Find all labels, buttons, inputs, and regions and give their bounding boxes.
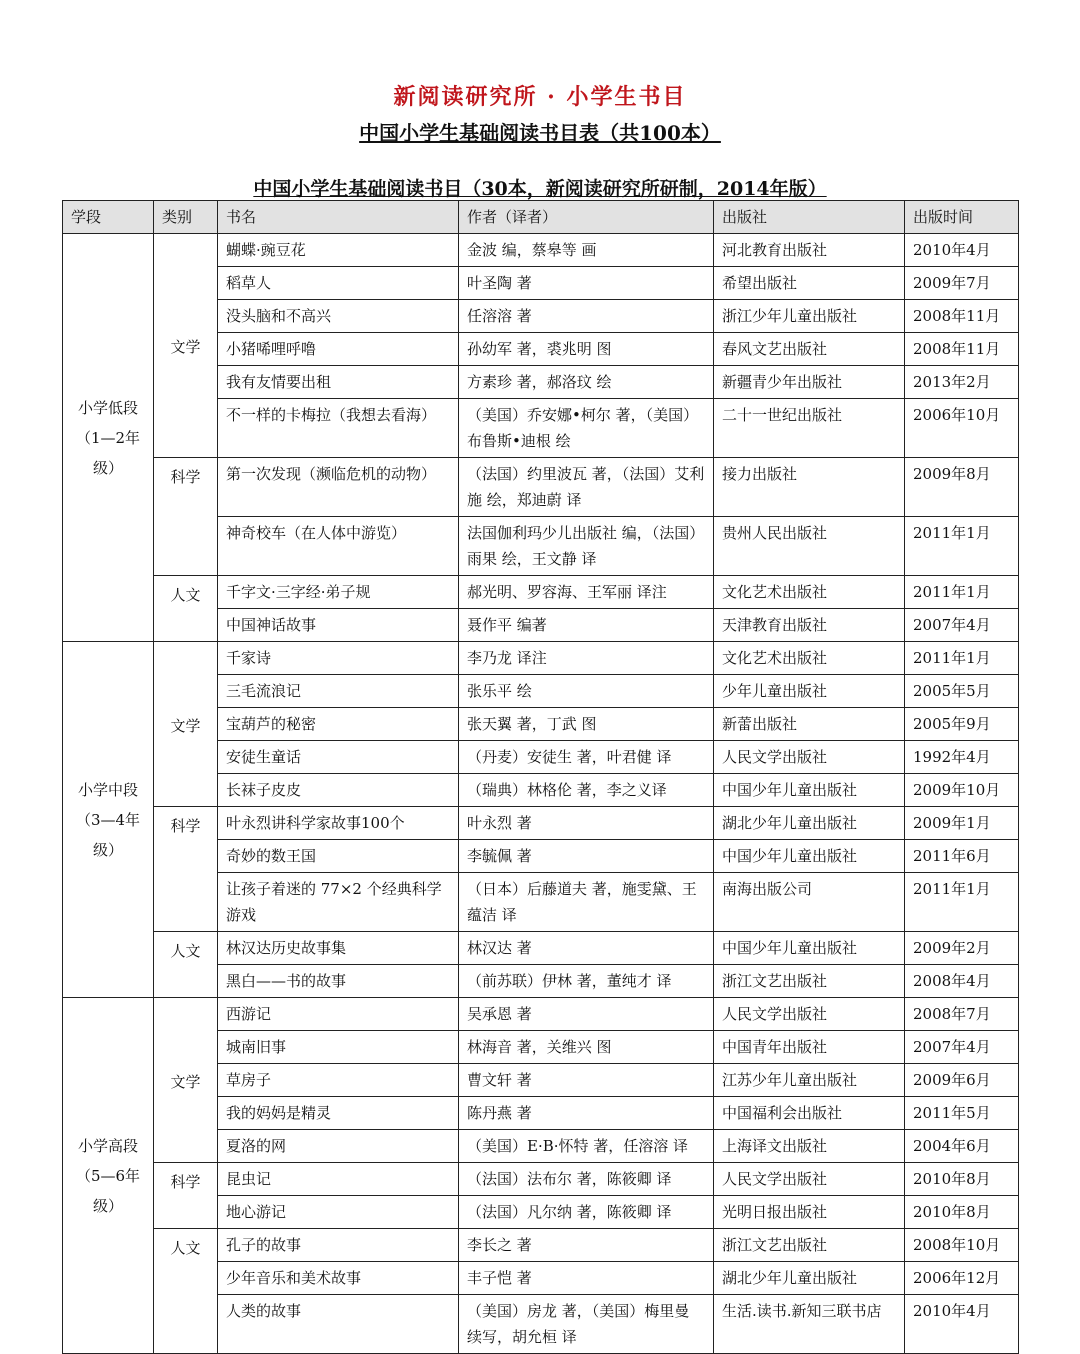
book-author-cell: 张乐平 绘 — [459, 675, 714, 708]
book-publisher-cell: 中国福利会出版社 — [714, 1097, 905, 1130]
book-publisher-cell: 中国少年儿童出版社 — [714, 932, 905, 965]
stage-label-line: （5—6年 — [75, 1166, 141, 1185]
column-header-author: 作者（译者） — [459, 201, 714, 234]
book-publisher-cell: 浙江少年儿童出版社 — [714, 300, 905, 333]
book-date-cell: 2008年4月 — [905, 965, 1019, 998]
book-publisher-cell: 中国少年儿童出版社 — [714, 840, 905, 873]
book-date-cell: 2008年7月 — [905, 998, 1019, 1031]
stage-cell — [63, 234, 154, 642]
table-caption-text: 中国小学生基础阅读书目（30本，新阅读研究所研制，2014年版） — [253, 178, 827, 200]
table-row — [63, 234, 1019, 267]
book-title-cell: 蝴蝶·豌豆花 — [218, 234, 459, 267]
category-cell: 科学 — [154, 807, 218, 932]
book-publisher-cell: 河北教育出版社 — [714, 234, 905, 267]
stage-label-line: 小学高段 — [77, 1136, 138, 1155]
book-author-cell: （法国）法布尔 著，陈筱卿 译 — [459, 1163, 714, 1196]
book-publisher-cell: 中国青年出版社 — [714, 1031, 905, 1064]
book-date-cell: 2008年11月 — [905, 333, 1019, 366]
table-row — [63, 642, 1019, 675]
book-title-cell: 小猪唏哩呼噜 — [218, 333, 459, 366]
book-author-cell: 吴承恩 著 — [459, 998, 714, 1031]
book-date-cell: 2008年10月 — [905, 1229, 1019, 1262]
book-title-cell: 让孩子着迷的 77×2 个经典科学游戏 — [218, 873, 459, 932]
book-author-cell: （前苏联）伊林 著，董纯才 译 — [459, 965, 714, 998]
book-date-cell: 2011年5月 — [905, 1097, 1019, 1130]
book-author-cell: 李乃龙 译注 — [459, 642, 714, 675]
book-publisher-cell: 浙江文艺出版社 — [714, 965, 905, 998]
book-date-cell: 2011年1月 — [905, 576, 1019, 609]
book-date-cell: 2009年1月 — [905, 807, 1019, 840]
book-date-cell: 2010年8月 — [905, 1196, 1019, 1229]
table-row — [63, 932, 1019, 965]
book-author-cell: （美国）房龙 著，（美国）梅里曼 续写，胡允桓 译 — [459, 1295, 714, 1354]
book-title-cell: 地心游记 — [218, 1196, 459, 1229]
book-date-cell: 2010年4月 — [905, 234, 1019, 267]
category-cell: 人文 — [154, 932, 218, 998]
book-author-cell: 金波 编，蔡皋等 画 — [459, 234, 714, 267]
stage-label-line: （3—4年 — [75, 810, 141, 829]
book-date-cell: 2009年2月 — [905, 932, 1019, 965]
category-cell: 文学 — [154, 998, 218, 1163]
book-author-cell: （日本）后藤道夫 著，施雯黛、王蕴洁 译 — [459, 873, 714, 932]
page-title — [0, 117, 1080, 146]
table-row — [63, 458, 1019, 517]
book-date-cell: 2006年12月 — [905, 1262, 1019, 1295]
book-title-cell: 宝葫芦的秘密 — [218, 708, 459, 741]
book-author-cell: 曹文轩 著 — [459, 1064, 714, 1097]
book-title-cell: 中国神话故事 — [218, 609, 459, 642]
book-date-cell: 2010年4月 — [905, 1295, 1019, 1354]
book-title-cell: 奇妙的数王国 — [218, 840, 459, 873]
table-body — [63, 234, 1019, 1354]
book-title-cell: 少年音乐和美术故事 — [218, 1262, 459, 1295]
stage-label-line: 级） — [92, 840, 123, 859]
book-publisher-cell: 二十一世纪出版社 — [714, 399, 905, 458]
category-cell: 科学 — [154, 1163, 218, 1229]
book-publisher-cell: 新蕾出版社 — [714, 708, 905, 741]
book-date-cell: 2010年8月 — [905, 1163, 1019, 1196]
book-author-cell: 陈丹燕 著 — [459, 1097, 714, 1130]
book-date-cell: 2005年9月 — [905, 708, 1019, 741]
book-author-cell: 丰子恺 著 — [459, 1262, 714, 1295]
category-cell: 人文 — [154, 1229, 218, 1354]
book-date-cell: 2005年5月 — [905, 675, 1019, 708]
book-publisher-cell: 江苏少年儿童出版社 — [714, 1064, 905, 1097]
column-header-title: 书名 — [218, 201, 459, 234]
book-title-cell: 我有友情要出租 — [218, 366, 459, 399]
book-title-cell: 第一次发现（濒临危机的动物） — [218, 458, 459, 517]
book-date-cell: 2007年4月 — [905, 609, 1019, 642]
book-title-cell: 千字文·三字经·弟子规 — [218, 576, 459, 609]
book-date-cell: 2009年10月 — [905, 774, 1019, 807]
book-publisher-cell: 生活.读书.新知三联书店 — [714, 1295, 905, 1354]
book-publisher-cell: 上海译文出版社 — [714, 1130, 905, 1163]
book-title-cell: 人类的故事 — [218, 1295, 459, 1354]
category-cell: 人文 — [154, 576, 218, 642]
stage-cell — [63, 642, 154, 998]
book-date-cell: 2009年7月 — [905, 267, 1019, 300]
book-author-cell: 叶圣陶 著 — [459, 267, 714, 300]
book-author-cell: （瑞典）林格伦 著，李之义译 — [459, 774, 714, 807]
book-publisher-cell: 人民文学出版社 — [714, 1163, 905, 1196]
book-author-cell: 李毓佩 著 — [459, 840, 714, 873]
table-row — [63, 998, 1019, 1031]
book-publisher-cell: 贵州人民出版社 — [714, 517, 905, 576]
book-title-cell: 长袜子皮皮 — [218, 774, 459, 807]
category-cell: 文学 — [154, 642, 218, 807]
book-date-cell: 2008年11月 — [905, 300, 1019, 333]
stage-label-line: 小学低段 — [77, 398, 138, 417]
table-row — [63, 576, 1019, 609]
book-date-cell: 2011年1月 — [905, 517, 1019, 576]
stage-label-line: 小学中段 — [77, 780, 138, 799]
book-publisher-cell: 新疆青少年出版社 — [714, 366, 905, 399]
table-header-row — [63, 201, 1019, 234]
book-author-cell: 方素珍 著，郝洛玟 绘 — [459, 366, 714, 399]
book-title-cell: 叶永烈讲科学家故事100个 — [218, 807, 459, 840]
book-title-cell: 林汉达历史故事集 — [218, 932, 459, 965]
book-date-cell: 2009年8月 — [905, 458, 1019, 517]
column-header-publisher: 出版社 — [714, 201, 905, 234]
book-publisher-cell: 湖北少年儿童出版社 — [714, 807, 905, 840]
book-author-cell: 任溶溶 著 — [459, 300, 714, 333]
book-title-cell: 夏洛的网 — [218, 1130, 459, 1163]
book-date-cell: 2004年6月 — [905, 1130, 1019, 1163]
book-date-cell: 2006年10月 — [905, 399, 1019, 458]
book-title-cell: 安徒生童话 — [218, 741, 459, 774]
book-title-cell: 西游记 — [218, 998, 459, 1031]
book-title-cell: 稻草人 — [218, 267, 459, 300]
book-title-cell: 孔子的故事 — [218, 1229, 459, 1262]
book-title-cell: 黑白——书的故事 — [218, 965, 459, 998]
book-author-cell: （法国）凡尔纳 著，陈筱卿 译 — [459, 1196, 714, 1229]
table-row — [63, 807, 1019, 840]
book-author-cell: 郝光明、罗容海、王军丽 译注 — [459, 576, 714, 609]
book-title-cell: 神奇校车（在人体中游览） — [218, 517, 459, 576]
book-date-cell: 2007年4月 — [905, 1031, 1019, 1064]
book-author-cell: 林汉达 著 — [459, 932, 714, 965]
table-row — [63, 1229, 1019, 1262]
stage-label-line: 级） — [92, 1196, 123, 1215]
book-date-cell: 1992年4月 — [905, 741, 1019, 774]
book-publisher-cell: 春风文艺出版社 — [714, 333, 905, 366]
book-author-cell: 孙幼军 著，裘兆明 图 — [459, 333, 714, 366]
book-author-cell: （美国）乔安娜•柯尔 著，（美国）布鲁斯•迪根 绘 — [459, 399, 714, 458]
book-publisher-cell: 天津教育出版社 — [714, 609, 905, 642]
book-author-cell: （美国）E·B·怀特 著，任溶溶 译 — [459, 1130, 714, 1163]
book-publisher-cell: 人民文学出版社 — [714, 741, 905, 774]
book-title-cell: 草房子 — [218, 1064, 459, 1097]
book-title-cell: 不一样的卡梅拉（我想去看海） — [218, 399, 459, 458]
brand-title: 新阅读研究所 · 小学生书目 — [393, 84, 687, 110]
book-publisher-cell: 光明日报出版社 — [714, 1196, 905, 1229]
book-publisher-cell: 文化艺术出版社 — [714, 576, 905, 609]
book-list-table — [62, 200, 1019, 1354]
book-title-cell: 我的妈妈是精灵 — [218, 1097, 459, 1130]
table-row — [63, 1163, 1019, 1196]
book-publisher-cell: 接力出版社 — [714, 458, 905, 517]
book-publisher-cell: 少年儿童出版社 — [714, 675, 905, 708]
book-publisher-cell: 湖北少年儿童出版社 — [714, 1262, 905, 1295]
page-title-text: 中国小学生基础阅读书目表（共100本） — [359, 121, 721, 145]
book-author-cell: 叶永烈 著 — [459, 807, 714, 840]
book-date-cell: 2011年1月 — [905, 642, 1019, 675]
book-publisher-cell: 希望出版社 — [714, 267, 905, 300]
book-title-cell: 三毛流浪记 — [218, 675, 459, 708]
book-author-cell: （丹麦）安徒生 著，叶君健 译 — [459, 741, 714, 774]
table-caption — [0, 174, 1080, 201]
book-title-cell: 千家诗 — [218, 642, 459, 675]
stage-cell — [63, 998, 154, 1354]
book-date-cell: 2013年2月 — [905, 366, 1019, 399]
book-publisher-cell: 南海出版公司 — [714, 873, 905, 932]
book-author-cell: 李长之 著 — [459, 1229, 714, 1262]
book-publisher-cell: 人民文学出版社 — [714, 998, 905, 1031]
book-author-cell: 法国伽利玛少儿出版社 编，（法国）雨果 绘，王文静 译 — [459, 517, 714, 576]
book-date-cell: 2011年6月 — [905, 840, 1019, 873]
book-title-cell: 昆虫记 — [218, 1163, 459, 1196]
stage-label-line: （1—2年 — [75, 428, 141, 447]
book-title-cell: 城南旧事 — [218, 1031, 459, 1064]
book-date-cell: 2009年6月 — [905, 1064, 1019, 1097]
book-author-cell: 聂作平 编著 — [459, 609, 714, 642]
book-publisher-cell: 文化艺术出版社 — [714, 642, 905, 675]
category-cell: 科学 — [154, 458, 218, 576]
category-cell: 文学 — [154, 234, 218, 458]
book-date-cell: 2011年1月 — [905, 873, 1019, 932]
book-publisher-cell: 浙江文艺出版社 — [714, 1229, 905, 1262]
column-header-stage: 学段 — [63, 201, 154, 234]
book-publisher-cell: 中国少年儿童出版社 — [714, 774, 905, 807]
book-author-cell: 林海音 著，关维兴 图 — [459, 1031, 714, 1064]
book-title-cell: 没头脑和不高兴 — [218, 300, 459, 333]
stage-label-line: 级） — [92, 458, 123, 477]
column-header-category: 类别 — [154, 201, 218, 234]
book-author-cell: （法国）约里波瓦 著，（法国）艾利施 绘，郑迪蔚 译 — [459, 458, 714, 517]
book-author-cell: 张天翼 著，丁武 图 — [459, 708, 714, 741]
column-header-date: 出版时间 — [905, 201, 1019, 234]
